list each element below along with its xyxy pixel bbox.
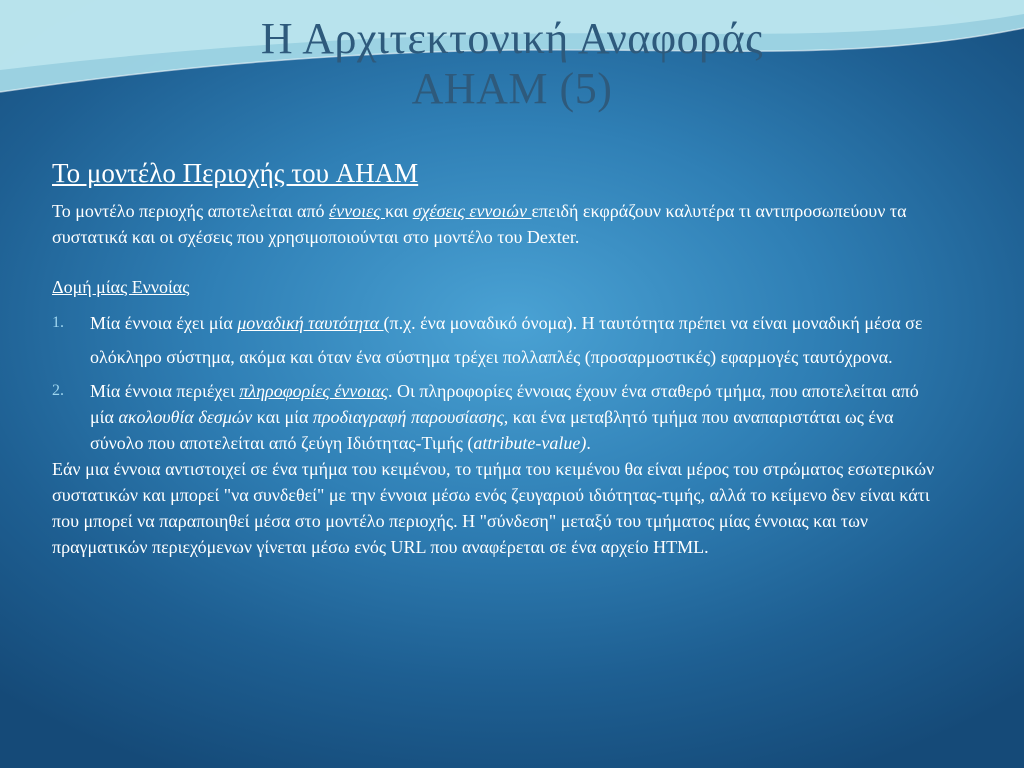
list-item-2 <box>52 378 942 456</box>
intro-term-concept-relations: σχέσεις εννοιών <box>412 201 532 221</box>
intro-term-concepts: έννοιες <box>329 201 385 221</box>
intro-text-1: Το μοντέλο περιοχής αποτελείται από <box>52 201 330 221</box>
item1-text-2: (π.χ. ένα μοναδικό όνομα). Η ταυτότητα πρέπει να είναι μοναδική μέσα σε ολόκληρο σύστημα, ακόμα και όταν ένα σύστημα τρέχει πολλαπλές (προσαρμοστικές) εφαρμογές ταυτόχρονα. <box>90 313 923 367</box>
item2-term-concept-info: πληροφορίες έννοιας <box>239 381 389 401</box>
item2-term-presentation-spec: προδιαγραφή παρουσίασης <box>312 407 504 427</box>
intro-text-2: και <box>385 201 413 221</box>
section-heading: Δομή μίας Εννοίας <box>52 277 190 297</box>
item2-text-3: και μία <box>252 407 313 427</box>
item2-text-2: . Οι πληροφορίες έννοιας έχουν ένα σταθερό τμήμα, που αποτελείται από μία <box>90 381 919 427</box>
list-item-1 <box>52 306 942 374</box>
closing-paragraph: Εάν μια έννοια αντιστοιχεί σε ένα τμήμα του κειμένου, το τμήμα του κειμένου θα είναι μέρος του στρώματος εσωτερικών συστατικών και μπορεί "να συνδεθεί" με την έννοια μέσω ενός ζευγαριού ιδιότητας-τιμής, αλλά το κείμενο δεν είναι κάτι που μπορεί να παραποιηθεί μέσα στο μοντέλο περιοχής. Η "σύνδεση" μεταξύ του τμήματος μίας έννοιας και των πραγματικών περιεχόμενων γίνεται μέσω ενός URL που αναφέρεται σε ένα αρχείο HTML. <box>52 459 935 557</box>
list-number-2: 2. <box>52 382 64 399</box>
slide-title <box>0 14 1024 114</box>
item2-text-4: , και ένα μεταβλητό τμήμα που αναπαριστάται ως ένα σύνολο που αποτελείται από ζεύγη Ιδιότητας-Τιμής ( <box>90 407 894 453</box>
slide-content <box>52 156 942 560</box>
slide-title-line1: Η Αρχιτεκτονική Αναφοράς <box>260 14 764 63</box>
slide-title-line2: AHAM (5) <box>411 64 613 113</box>
item2-term-attribute-value: attribute-value) <box>473 433 587 453</box>
item2-term-link-sequence: ακολουθία δεσμών <box>118 407 253 427</box>
item2-text-1: Μία έννοια περιέχει <box>90 381 240 401</box>
item1-term-unique-identity: μοναδική ταυτότητα <box>237 313 384 333</box>
list-number-1: 1. <box>52 314 64 331</box>
intro-paragraph <box>52 198 942 250</box>
intro-text-3: επειδή εκφράζουν καλυτέρα τι αντιπροσωπεύουν τα συστατικά και οι σχέσεις που χρησιμοποιούνται στο μοντέλο του Dexter. <box>52 201 907 247</box>
slide-subtitle: Το μοντέλο Περιοχής του AHAM <box>52 158 419 188</box>
item1-text-1: Μία έννοια έχει μία <box>90 313 238 333</box>
item2-text-5: . <box>586 433 591 453</box>
